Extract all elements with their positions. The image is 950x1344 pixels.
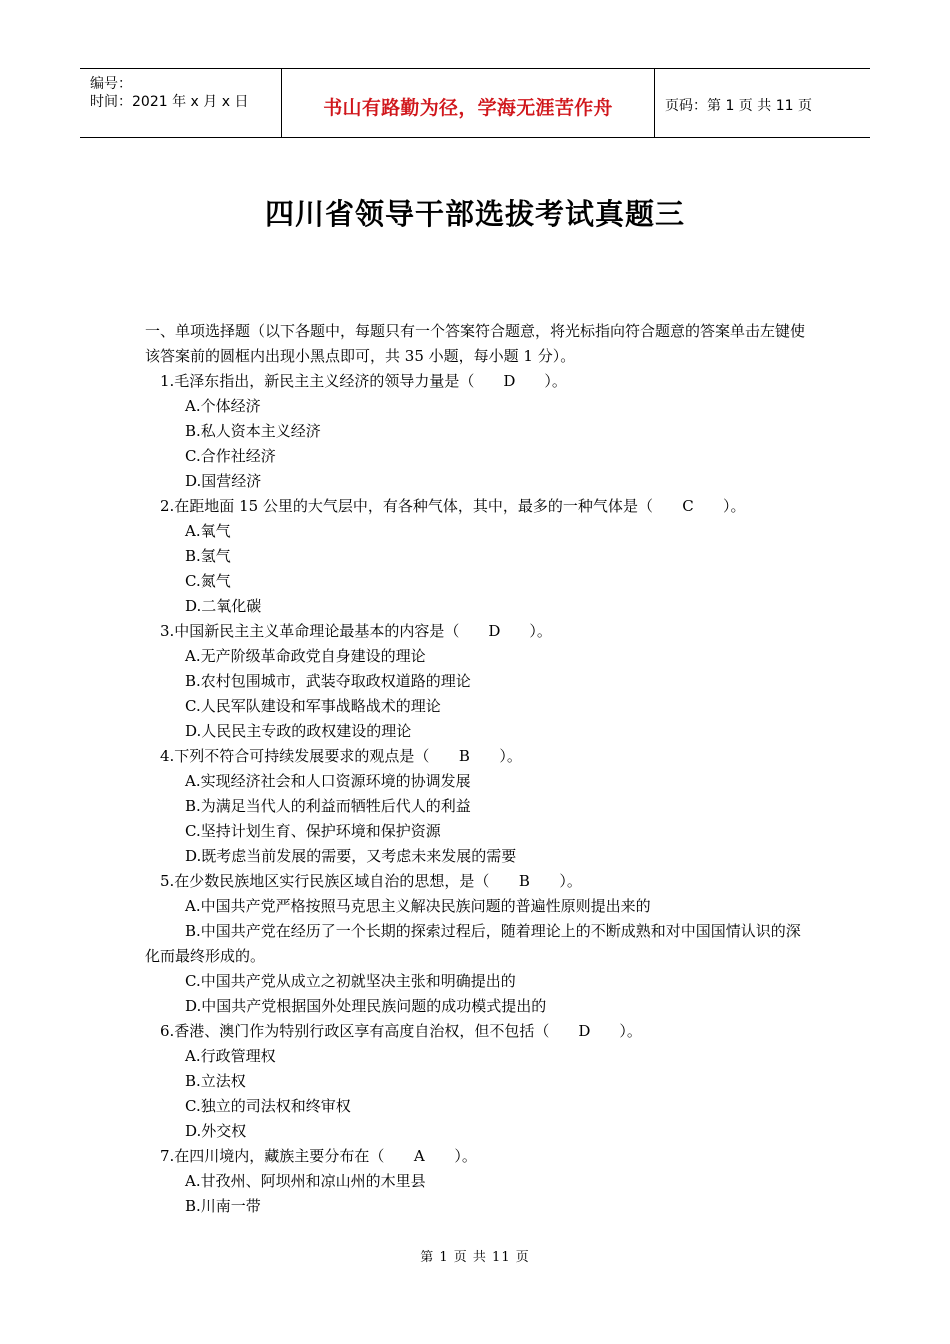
header-meta-cell [80,69,282,137]
option: D.人民民主专政的政权建设的理论 [185,722,412,740]
question-4 [145,744,810,769]
header-page-cell [655,69,870,137]
time-label: 时间：2021 年 x 月 x 日 [90,94,249,110]
option: A.行政管理权 [185,1047,276,1065]
option: D.外交权 [185,1122,247,1140]
question-7 [145,1144,810,1169]
option: C.人民军队建设和军事战略战术的理论 [185,697,441,715]
question-stem: 4.下列不符合可持续发展要求的观点是（ [160,747,430,765]
option: C.合作社经济 [185,447,276,465]
question-end: ）。 [529,622,552,640]
answer: B [518,872,530,890]
question-end: ）。 [544,372,567,390]
header-motto-cell [282,69,655,137]
question-3 [145,619,810,644]
page-footer: 第 1 页 共 11 页 [420,1250,530,1265]
question-1 [145,369,810,394]
option: A.甘孜州、阿坝州和凉山州的木里县 [185,1172,426,1190]
option: B.中国共产党在经历了一个长期的探索过程后，随着理论上的不断成熟和对中国国情认识的深化而最终形成的。 [145,922,801,965]
option: A.个体经济 [185,397,261,415]
option: B.私人资本主义经济 [185,422,321,440]
option: B.立法权 [185,1072,246,1090]
page-title: 四川省领导干部选拔考试真题三 [264,197,685,231]
option: D.二氧化碳 [185,597,262,615]
option: B.为满足当代人的利益而牺牲后代人的利益 [185,797,471,815]
option: D.中国共产党根据国外处理民族问题的成功模式提出的 [185,997,547,1015]
option: D.既考虑当前发展的需要，又考虑未来发展的需要 [185,847,517,865]
document-header [80,68,870,138]
question-end: ）。 [722,497,746,515]
option: A.氧气 [185,522,231,540]
option: A.实现经济社会和人口资源环境的协调发展 [185,772,471,790]
option: B.农村包围城市，武装夺取政权道路的理论 [185,672,471,690]
option: B.氢气 [185,547,231,565]
question-stem: 7.在四川境内，藏族主要分布在（ [160,1147,385,1165]
code-label: 编号： [90,76,132,92]
motto: 书山有路勤为径，学海无涯苦作舟 [323,97,613,119]
option: A.无产阶级革命政党自身建设的理论 [185,647,426,665]
option: B.川南一带 [185,1197,261,1215]
question-end: ）。 [559,872,582,890]
question-end: ）。 [454,1147,477,1165]
question-stem: 2.在距地面 15 公里的大气层中，有各种气体，其中，最多的一种气体是（ [160,497,653,515]
answer: C [682,497,694,515]
option: C.坚持计划生育、保护环境和保护资源 [185,822,441,840]
question-list [145,319,810,1219]
question-end: ）。 [499,747,522,765]
option: A.中国共产党严格按照马克思主义解决民族问题的普遍性原则提出来的 [185,897,651,915]
question-end: ）。 [619,1022,642,1040]
question-2 [145,494,810,519]
option: C.独立的司法权和终审权 [185,1097,351,1115]
question-stem: 5.在少数民族地区实行民族区域自治的思想，是（ [160,872,490,890]
option: C.氮气 [185,572,231,590]
question-stem: 6.香港、澳门作为特别行政区享有高度自治权，但不包括（ [160,1022,550,1040]
answer: A [413,1147,425,1165]
answer: D [578,1022,591,1040]
page-info: 页码：第 1 页 共 11 页 [665,98,812,114]
question-stem: 3.中国新民主主义革命理论最基本的内容是（ [160,622,460,640]
question-5 [145,869,810,894]
question-stem: 1.毛泽东指出，新民主主义经济的领导力量是（ [160,372,475,390]
question-6 [145,1019,810,1044]
answer: D [503,372,516,390]
answer: B [458,747,470,765]
option: D.国营经济 [185,472,262,490]
answer: D [488,622,501,640]
section-intro: 一、单项选择题（以下各题中，每题只有一个答案符合题意，将光标指向符合题意的答案单击左键使该答案前的圆框内出现小黑点即可，共 35 小题，每小题 1 分）。 [145,322,806,365]
option: C.中国共产党从成立之初就坚决主张和明确提出的 [185,972,516,990]
